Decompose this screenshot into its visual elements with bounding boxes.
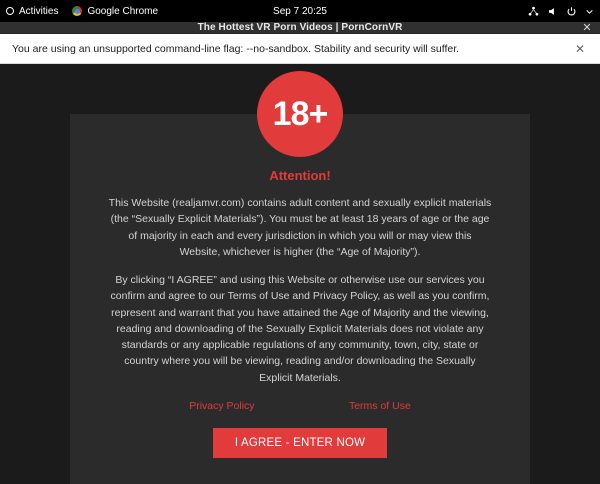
age-verification-modal (70, 94, 530, 484)
chrome-window-button[interactable] (72, 6, 158, 17)
command-line-flag-infobar (0, 34, 600, 64)
chevron-down-icon (585, 7, 594, 16)
network-icon (528, 6, 539, 17)
activities-dot-icon (6, 7, 14, 15)
system-status-area[interactable] (528, 6, 594, 17)
close-icon[interactable]: ✕ (574, 41, 586, 56)
age-badge: 18+ (257, 71, 343, 157)
modal-links (102, 400, 498, 412)
modal-heading: Attention! (269, 168, 331, 183)
page-content (0, 64, 600, 484)
terms-of-use-link[interactable]: Terms of Use (348, 399, 411, 412)
chrome-window (0, 22, 600, 450)
modal-paragraph-2: By clicking “I AGREE” and using this Website or otherwise use our services you confirm and agree to our Terms of Use and Privacy Policy, as well as you confirm, represent and warrant that you have attained the Age of Majority and the viewing, reading and downloading of the Sexually Explicit Materials does not violate any standards or any applicable regulations of any community, town, city, state or country where you will be viewing, reading and/or downloading the Sexually Explicit Materials. (110, 274, 490, 384)
window-title: The Hottest VR Porn Videos | PornCornVR (197, 22, 403, 33)
modal-paragraph-1: This Website (realjamvr.com) contains adult content and sexually explicit materials (the “Sexually Explicit Materials”). You must be at least 18 years of age or the age of majority in each and every jurisdiction in which you will or may view this Website, whichever is higher (the “Age of Majority”). (108, 197, 492, 258)
activities-button[interactable] (6, 6, 58, 17)
chrome-app-label: Google Chrome (87, 5, 159, 17)
infobar-message: You are using an unsupported command-line flag: --no-sandbox. Stability and security will suffer. (12, 42, 460, 55)
i-agree-enter-now-button[interactable]: I AGREE - ENTER NOW (213, 428, 387, 458)
chrome-icon (72, 6, 82, 16)
top-bar-left (6, 6, 158, 17)
volume-icon (547, 6, 558, 17)
window-titlebar[interactable] (0, 22, 600, 34)
close-icon[interactable]: ✕ (582, 21, 592, 34)
activities-label: Activities (19, 5, 59, 17)
clock[interactable]: Sep 7 20:25 (273, 5, 327, 17)
power-icon (566, 6, 577, 17)
privacy-policy-link[interactable]: Privacy Policy (189, 399, 255, 412)
gnome-top-bar (0, 0, 600, 22)
